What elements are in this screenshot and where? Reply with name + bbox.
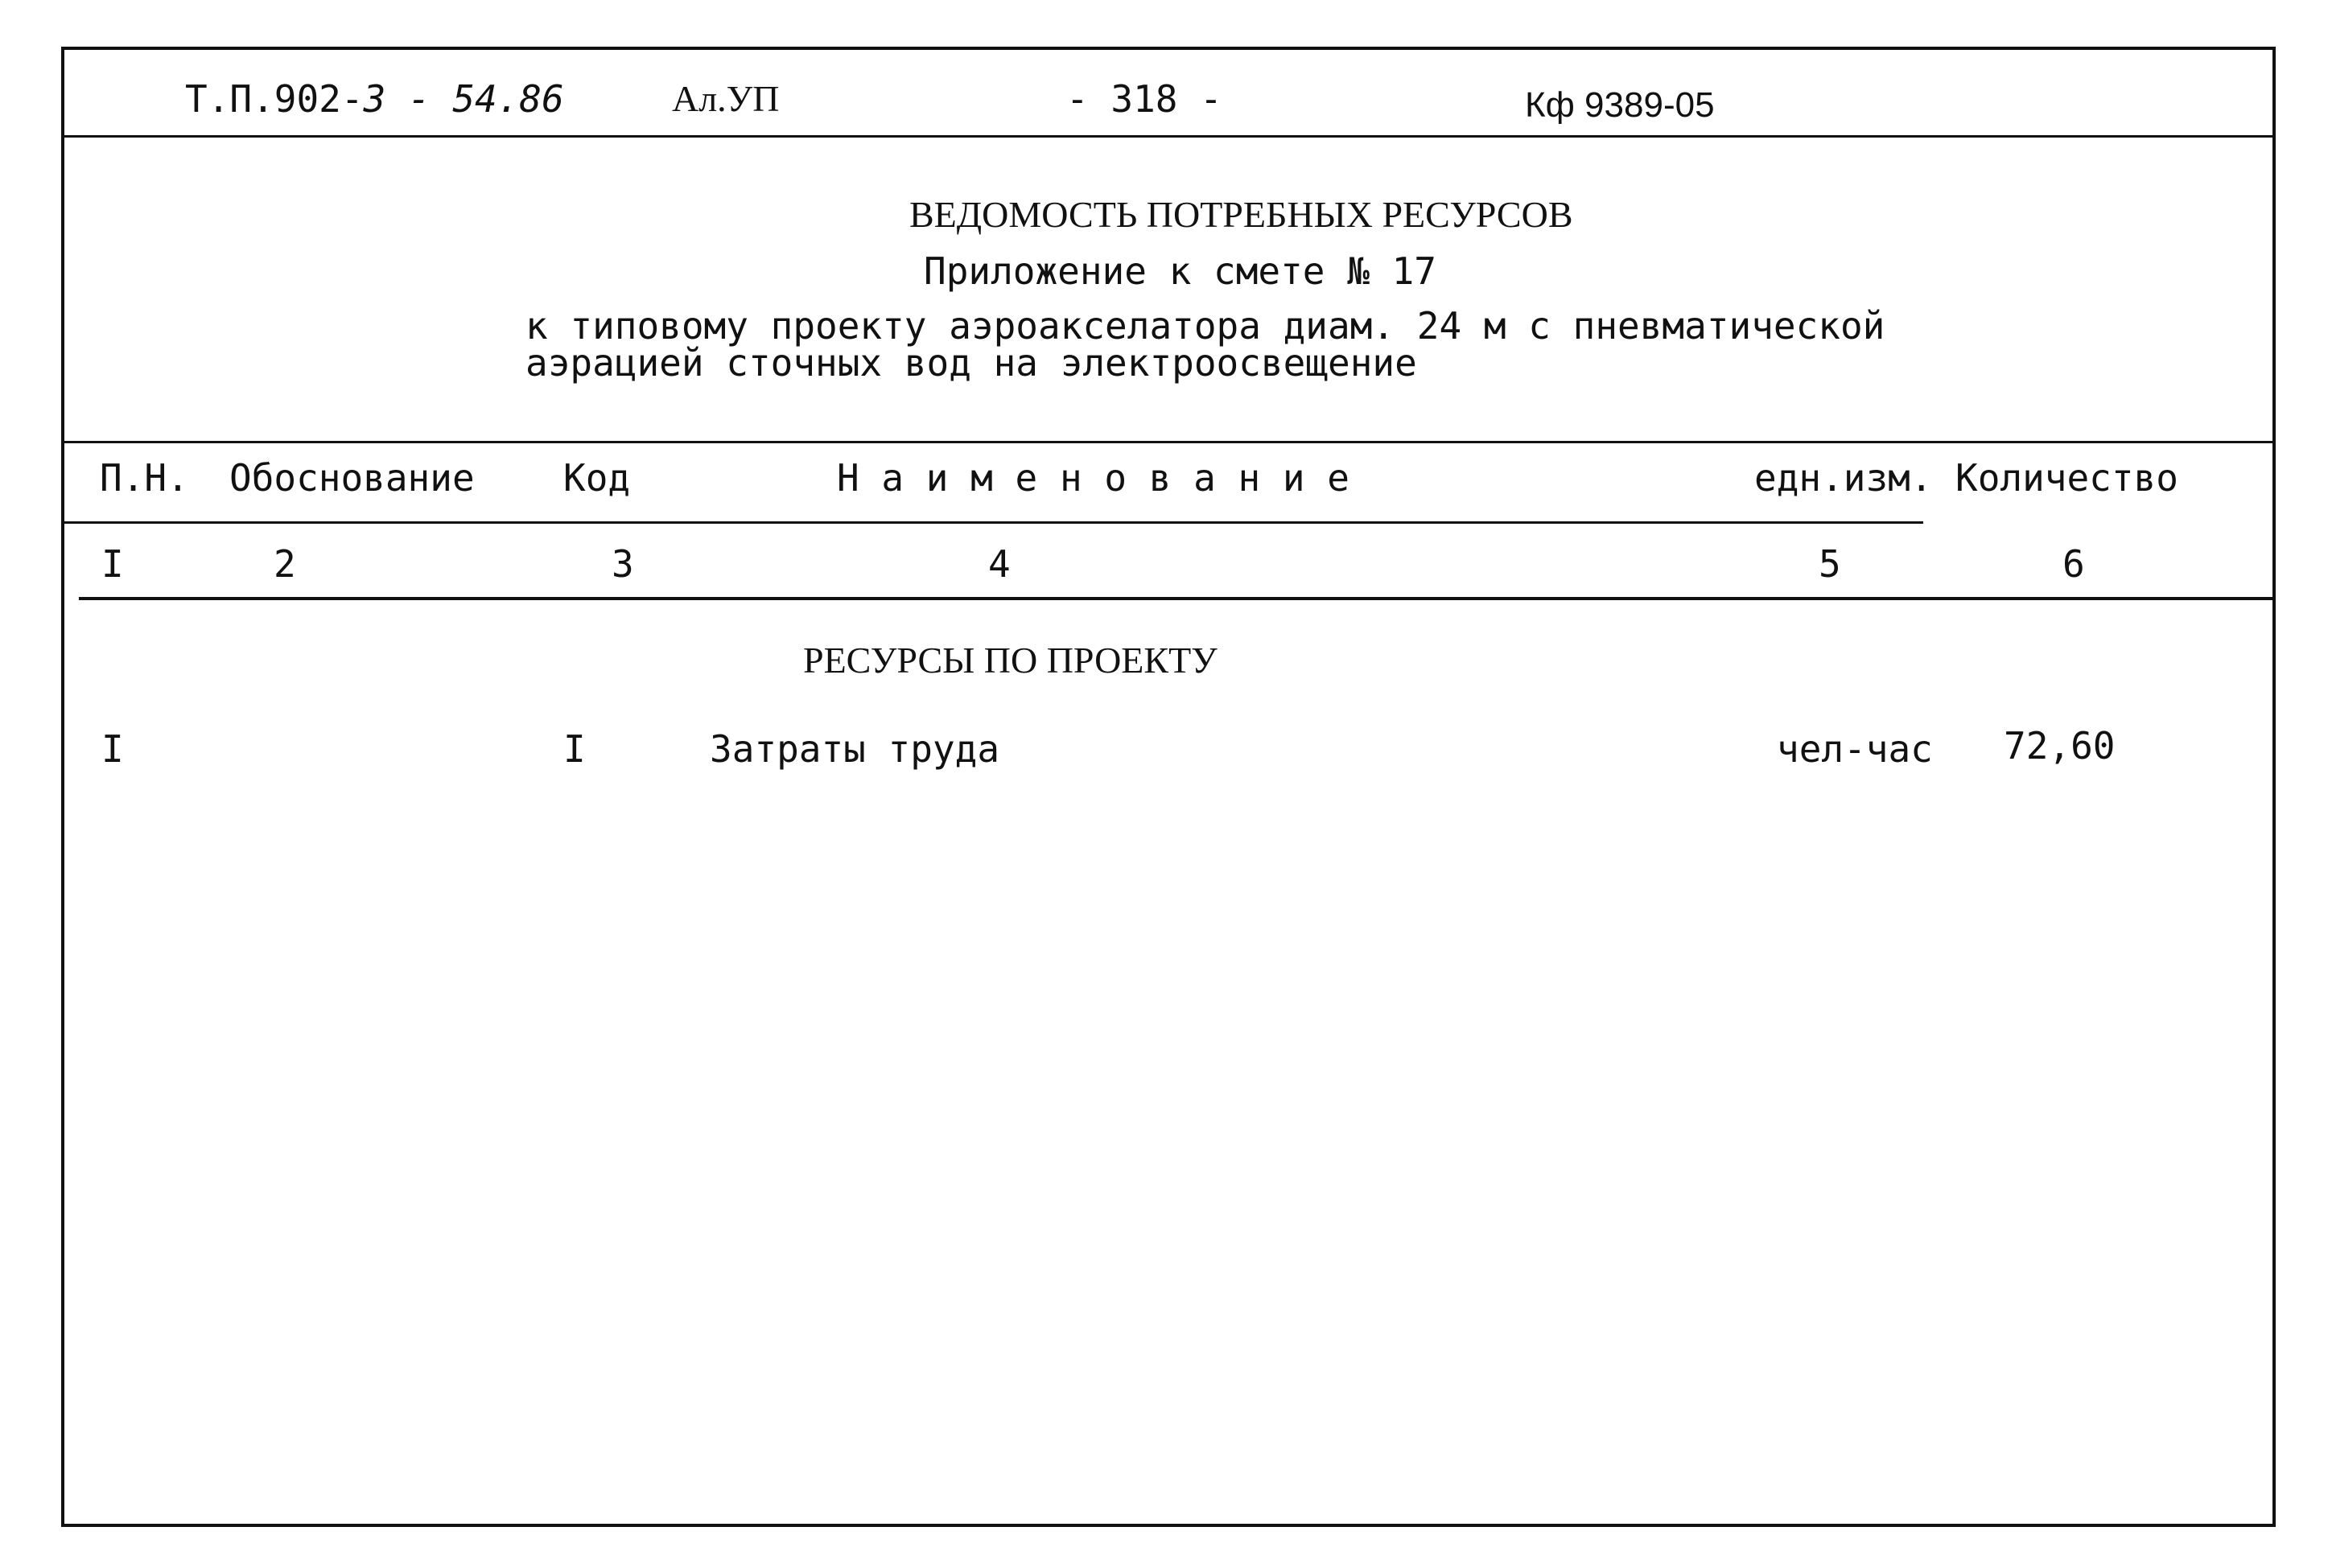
row-name: Затраты труда [710,727,1000,771]
col-number-5: 5 [1819,542,1841,586]
row-unit: чел-час [1777,727,1933,771]
header-divider [64,135,2272,138]
col-number-2: 2 [274,542,296,586]
col-number-1: I [101,542,124,586]
album-label: Ал.УП [672,78,780,119]
column-header-divider [64,521,1923,524]
document-sheet [61,47,2276,1527]
statement-title: ВЕДОМОСТЬ ПОТРЕБНЫХ РЕСУРСОВ [909,194,1573,235]
col-header-pn: П.Н. [100,456,189,500]
document-code: Кф 9389-05 [1525,85,1715,125]
col-header-unit: едн.изм. [1754,456,1933,500]
col-header-name: Н а и м е н о в а н и е [837,456,1349,500]
column-number-divider [79,597,2272,600]
col-number-4: 4 [988,542,1011,586]
section-title: РЕСУРСЫ ПО ПРОЕКТУ [803,640,1218,681]
doc-number: Т.П.902-3 - 54.86 [185,77,564,121]
page-number: - 318 - [1066,77,1222,121]
row-pn: I [101,727,124,771]
col-header-code: Код [563,456,631,500]
col-number-3: 3 [612,542,634,586]
col-header-quantity: Количество [1955,456,2178,500]
row-quantity: 72,60 [2004,724,2116,768]
col-number-6: 6 [2062,542,2085,586]
project-description-line1: к типовому проекту аэроакселатора диам. 24 м с пневматической [525,304,1885,348]
row-code: I [563,727,586,771]
project-description-line2: аэрацией сточных вод на электроосвещение [525,341,1417,385]
title-divider [64,441,2272,443]
appendix-line: Приложение к смете № 17 [924,249,1436,293]
col-header-basis: Обоснование [229,456,475,500]
